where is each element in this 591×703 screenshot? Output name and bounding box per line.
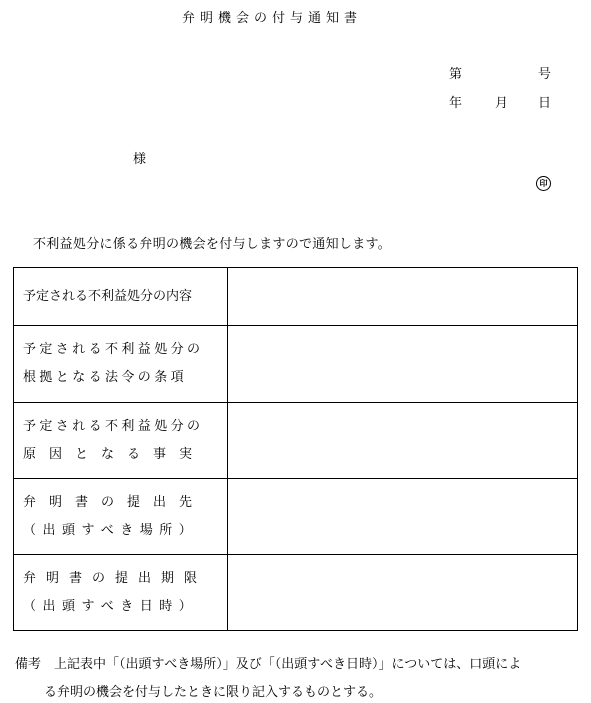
table-row [14, 403, 578, 479]
row-label [14, 268, 228, 326]
addressee-honorific: 様 [133, 152, 147, 167]
date-day-label: 日 [538, 96, 552, 111]
row-label-line: 予定される不利益処分の [23, 342, 204, 357]
row-label-line: 予定される不利益処分の内容 [23, 288, 193, 304]
table-row [14, 479, 578, 555]
number-suffix: 号 [538, 67, 552, 82]
date-month-label: 月 [495, 96, 509, 111]
row-label-line: 弁明書の提出期限 [23, 570, 208, 586]
row-label [14, 403, 228, 479]
row-value-cell [228, 326, 578, 403]
row-label [14, 326, 228, 403]
row-label [14, 555, 228, 631]
table-row [14, 268, 578, 326]
row-label-line: （出頭すべき日時） [23, 598, 199, 614]
row-label-line: 予定される不利益処分の [23, 418, 204, 434]
row-label [14, 479, 228, 555]
table-row [14, 326, 578, 403]
number-prefix: 第 [449, 67, 463, 82]
row-label-line: 原因となる事実 [23, 446, 206, 462]
row-value-cell [228, 555, 578, 631]
note-text-continued: る弁明の機会を付与したときに限り記入するものとする。 [44, 685, 383, 700]
document-title: 弁明機会の付与通知書 [182, 11, 363, 26]
notice-form-table [13, 267, 578, 631]
intro-text: 不利益処分に係る弁明の機会を付与しますので通知します。 [33, 237, 392, 252]
date-year-label: 年 [449, 96, 463, 111]
note-text: 備考 上記表中「（出頭すべき場所）」及び「（出頭すべき日時）」については、口頭によ [15, 657, 522, 672]
row-value-cell [228, 479, 578, 555]
row-label-line: 根拠となる法令の条項 [23, 370, 188, 385]
seal-icon: 印 [536, 176, 551, 191]
row-label-line: （出頭すべき場所） [23, 522, 199, 538]
row-label-line: 弁明書の提出先 [23, 494, 206, 510]
row-value-cell [228, 268, 578, 326]
row-value-cell [228, 403, 578, 479]
table-row [14, 555, 578, 631]
